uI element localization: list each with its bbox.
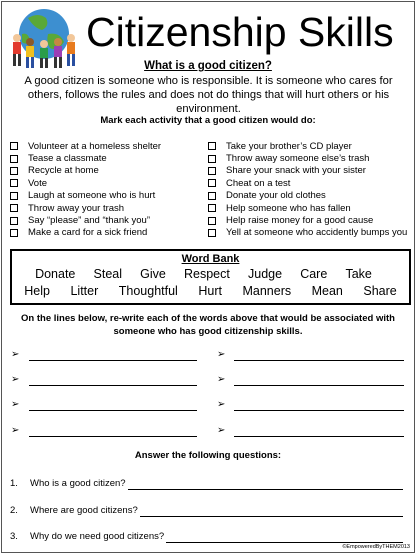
word-bank-word: Care [300, 267, 328, 281]
checkbox[interactable] [208, 229, 216, 237]
checkbox[interactable] [10, 155, 18, 163]
checklist-item [10, 152, 161, 164]
bullet-arrow-icon: ➢ [11, 374, 20, 385]
bullet-arrow-icon: ➢ [11, 399, 20, 410]
checkbox[interactable] [10, 167, 18, 175]
answer-line[interactable] [140, 516, 403, 517]
question-number: 3. [10, 531, 18, 542]
checkbox[interactable] [208, 192, 216, 200]
checkbox[interactable] [10, 217, 18, 225]
question-item [10, 531, 164, 542]
checklist-item-label: Cheat on a test [226, 177, 291, 189]
answer-line[interactable] [234, 385, 404, 386]
checklist-item-label: Tease a classmate [28, 153, 107, 165]
checklist-item [10, 190, 161, 202]
word-bank-row-2 [12, 283, 409, 300]
word-bank-word: Help [24, 284, 50, 298]
checklist-left [10, 140, 161, 239]
word-bank-word: Judge [248, 267, 283, 281]
checklist-item-label: Donate your old clothes [226, 190, 326, 202]
word-bank-word: Donate [35, 267, 76, 281]
checklist-item [10, 227, 161, 239]
copyright-footer: ©EmpoweredByTHEM2013 [342, 544, 410, 550]
word-bank-word: Mean [311, 284, 343, 298]
answer-line[interactable] [166, 542, 403, 543]
checklist-item [208, 165, 407, 177]
bullet-arrow-icon: ➢ [11, 425, 20, 436]
word-bank-word: Manners [242, 284, 292, 298]
word-bank-word: Take [345, 267, 372, 281]
answer-line[interactable] [29, 385, 197, 386]
checkbox[interactable] [208, 167, 216, 175]
answer-line[interactable] [128, 489, 403, 490]
answer-line[interactable] [234, 410, 404, 411]
page-title: Citizenship Skills [86, 9, 394, 55]
checklist-item [208, 227, 407, 239]
answer-line[interactable] [29, 410, 197, 411]
checkbox[interactable] [10, 229, 18, 237]
bullet-arrow-icon: ➢ [217, 349, 226, 360]
checklist-item-label: Help someone who has fallen [226, 202, 351, 214]
question-number: 1. [10, 478, 18, 489]
word-bank-word: Hurt [198, 284, 222, 298]
question-text: Why do we need good citizens? [30, 531, 165, 542]
question-text: Where are good citizens? [30, 505, 138, 516]
checklist-item [10, 140, 161, 152]
question-item [10, 505, 138, 516]
checklist-item [208, 202, 407, 214]
checklist-item [208, 214, 407, 226]
checklist-item [208, 140, 407, 152]
worksheet-page [1, 1, 415, 553]
word-bank-word: Steal [93, 267, 123, 281]
checklist-item-label: Yell at someone who accidently bumps you [226, 227, 408, 239]
checkbox[interactable] [208, 142, 216, 150]
checklist-item [208, 177, 407, 189]
intro-paragraph: A good citizen is someone who is responsible. It is someone who cares for others, follows the rules and does not do things that will hurt others or his environment. [24, 75, 393, 115]
checklist-item-label: Volunteer at a homeless shelter [28, 140, 162, 152]
word-bank-title: Word Bank [181, 253, 240, 265]
answer-title: Answer the following questions: [134, 450, 282, 461]
checkbox[interactable] [10, 179, 18, 187]
word-bank-row-1 [12, 266, 409, 283]
checklist-item [10, 177, 161, 189]
checklist-item-label: Help raise money for a good cause [226, 215, 374, 227]
subtitle: What is a good citizen? [144, 60, 272, 72]
checkbox[interactable] [10, 192, 18, 200]
answer-line[interactable] [29, 360, 197, 361]
bullet-arrow-icon: ➢ [217, 399, 226, 410]
question-text: Who is a good citizen? [30, 478, 126, 489]
checklist-item-label: Recycle at home [28, 165, 99, 177]
word-bank-word: Thoughtful [118, 284, 178, 298]
bullet-arrow-icon: ➢ [217, 374, 226, 385]
checkbox[interactable] [208, 179, 216, 187]
word-bank-word: Litter [70, 284, 99, 298]
answer-line[interactable] [29, 436, 197, 437]
checklist-item-label: Say “please” and “thank you” [28, 215, 150, 227]
checkbox[interactable] [208, 217, 216, 225]
checklist-item-label: Laugh at someone who is hurt [28, 190, 156, 202]
bullet-arrow-icon: ➢ [217, 425, 226, 436]
word-bank-word: Give [140, 267, 166, 281]
checklist-item [10, 165, 161, 177]
word-bank-word: Respect [184, 267, 230, 281]
word-bank-word: Share [363, 284, 397, 298]
checklist-item [10, 214, 161, 226]
checkbox[interactable] [208, 155, 216, 163]
checklist-item-label: Throw away your trash [28, 202, 125, 214]
question-number: 2. [10, 505, 18, 516]
checklist-item-label: Make a card for a sick friend [28, 227, 148, 239]
answer-line[interactable] [234, 436, 404, 437]
question-item [10, 478, 126, 489]
checklist-item [10, 202, 161, 214]
word-bank [10, 249, 411, 305]
checkbox[interactable] [10, 204, 18, 212]
checklist-item [208, 152, 407, 164]
checklist-item-label: Vote [28, 177, 48, 189]
checklist-item-label: Share your snack with your sister [226, 165, 366, 177]
checklist-item [208, 190, 407, 202]
answer-line[interactable] [234, 360, 404, 361]
checklist-right [208, 140, 407, 239]
checkbox[interactable] [208, 204, 216, 212]
bullet-arrow-icon: ➢ [11, 349, 20, 360]
rewrite-instruction: On the lines below, re-write each of the words above that would be associated with someone who has good citizenship skills. [21, 313, 395, 337]
checklist-item-label: Take your brother’s CD player [226, 140, 352, 152]
checklist-instruction: Mark each activity that a good citizen would do: [100, 115, 316, 126]
checklist-item-label: Throw away someone else’s trash [226, 153, 370, 165]
checkbox[interactable] [10, 142, 18, 150]
